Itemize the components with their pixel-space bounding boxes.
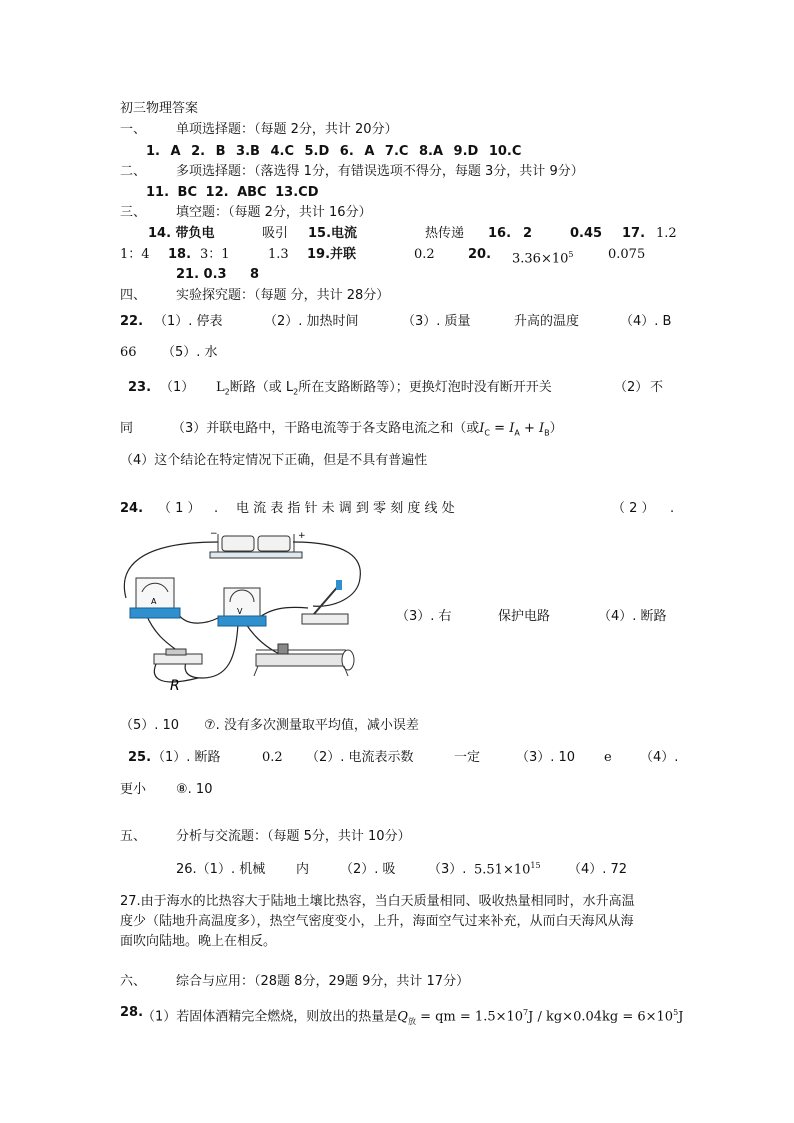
answer-22-1: （1）. 停表 (154, 314, 223, 329)
resistor-icon (154, 649, 202, 694)
answer-14b: 吸引 (262, 226, 289, 241)
circuit-diagram (118, 528, 368, 698)
answer-24-3b: 保护电路 (498, 609, 551, 624)
answer-24-1: 电 流 表 指 针 未 调 到 零 刻 度 线 处 (236, 501, 455, 516)
question-25-number: 25. (128, 750, 152, 765)
voltmeter-label: V (237, 607, 243, 616)
battery-plus-label: + (298, 531, 306, 541)
answer-22-3: （3）. 质量 (402, 314, 471, 329)
voltmeter-icon (218, 588, 266, 626)
answer-26-2: （2）. 吸 (340, 862, 396, 877)
answer-17b: 1：4 (120, 247, 150, 262)
answer-15b: 热传递 (425, 226, 465, 241)
answers-line: 1. A 2. B 3.B 4.C 5.D 6. A 7.C 8.A 9.D 10.C (146, 144, 522, 159)
answer-22-2: （2）. 加热时间 (264, 314, 359, 329)
answer-24-2-label: （ 2 ） (612, 501, 655, 516)
section-heading: 多项选择题：（落选得 1分，有错误选项不得分，每题 3分，共计 9分） (176, 164, 584, 179)
answer-25-1: （1）. 断路 (152, 750, 221, 765)
answer-25-3b: e (604, 750, 612, 765)
answer-25-4b: 更小 (120, 782, 147, 797)
answer-27-line3: 面吹向陆地。晚上在相反。 (120, 934, 277, 949)
ammeter-label: A (151, 597, 157, 606)
answer-27-line1: 27.由于海水的比热容大于陆地土壤比热容，当白天质量相同、吸收热量相同时，水升高温 (120, 894, 635, 909)
answer-22-3b: 升高的温度 (514, 314, 580, 329)
answer-26-1: 26.（1）. 机械 (176, 862, 266, 877)
answer-19a: 0.2 (414, 247, 435, 262)
rheostat-icon (254, 644, 354, 676)
switch-icon (302, 580, 348, 624)
answer-23-3: （3）并联电路中，干路电流等于各支路电流之和（或$I_C = I_A + I_B$） (172, 421, 563, 438)
answer-23-2b: 同 (120, 421, 134, 436)
question-28-number: 28. (120, 1005, 144, 1020)
answer-22-4: （4）. B (620, 314, 672, 329)
answer-16b: 0.45 (570, 226, 603, 241)
answer-22-4b: 66 (120, 345, 137, 360)
answer-25-2: （2）. 电流表示数 (306, 750, 414, 765)
question-24-number: 24. (120, 501, 144, 516)
answer-25-2b: 一定 (454, 750, 481, 765)
section-number: 六、 (120, 974, 147, 989)
answer-20b: 0.075 (608, 247, 646, 262)
answer-25-8: ⑧. 10 (176, 782, 213, 797)
answers-line: 11. BC 12. ABC 13.CD (146, 185, 319, 200)
answer-23-1: $L_2$断路（或 $L_2$所在支路断路等）；更换灯泡时没有断开开关 (216, 380, 552, 397)
answer-24-5: （5）. 10 (120, 718, 180, 733)
resistor-label: R (170, 678, 180, 694)
section-number: 四、 (120, 288, 147, 303)
section-heading: 单项选择题：（每题 2分，共计 20分） (176, 122, 398, 137)
answer-21: 21. 0.3 (176, 267, 227, 282)
answer-27-line2: 度少（陆地升高温度多），热空气密度变小，上升，海面空气过来补充，从而白天海风从海 (120, 914, 634, 929)
section-heading: 分析与交流题：（每题 5分，共计 10分） (176, 829, 411, 844)
answer-26-1b: 内 (296, 862, 310, 877)
battery-minus-label: − (210, 529, 218, 539)
answer-23-2: 不 (650, 380, 664, 395)
answer-17: 17. (622, 226, 646, 241)
answer-24-3: （3）. 右 (396, 609, 452, 624)
section-heading: 填空题：（每题 2分，共计 16分） (176, 205, 372, 220)
answer-18b: 1.3 (268, 247, 289, 262)
answer-20: 20. (468, 247, 492, 262)
section-heading: 综合与应用：（28题 8分，29题 9分，共计 17分） (176, 974, 470, 989)
answer-17a: 1.2 (656, 226, 677, 241)
battery-icon (210, 529, 306, 558)
answer-16a: 2 (523, 226, 533, 241)
answer-15: 15.电流 (308, 226, 358, 241)
answer-21b: 8 (250, 267, 260, 282)
answer-26-3b: $5.51\times 10^{15}$ (474, 861, 541, 878)
answer-23-1-label: （1） (160, 380, 195, 395)
ammeter-icon (130, 578, 180, 618)
answer-25-4: （4）. (640, 750, 679, 765)
answer-18: 18. (168, 247, 192, 262)
section-number: 一、 (120, 122, 147, 137)
question-22-number: 22. (120, 314, 144, 329)
answer-20a: $3.36\times 10^5$ (512, 250, 574, 267)
answer-25-1b: 0.2 (262, 750, 283, 765)
answer-24-7: ⑦. 没有多次测量取平均值，减小误差 (204, 718, 419, 733)
answer-24-1-dot: . (214, 501, 219, 516)
answer-22-5: （5）. 水 (162, 345, 218, 360)
answer-26-4: （4）. 72 (568, 862, 628, 877)
answer-19: 19.并联 (307, 247, 357, 262)
answer-24-1-label: （ 1 ） (158, 501, 201, 516)
page-title: 初三物理答案 (120, 101, 199, 116)
answer-24-4: （4）. 断路 (598, 609, 667, 624)
answer-26-3: （3）. (428, 862, 467, 877)
section-number: 二、 (120, 164, 147, 179)
section-number: 五、 (120, 829, 147, 844)
section-heading: 实验探究题：（每题 分，共计 28分） (176, 288, 390, 303)
answer-18a: 3：1 (200, 247, 230, 262)
answer-25-3: （3）. 10 (516, 750, 576, 765)
answer-23-4: （4）这个结论在特定情况下正确，但是不具有普遍性 (120, 453, 428, 468)
section-number: 三、 (120, 205, 147, 220)
answer-24-2-dot: . (670, 501, 675, 516)
answer-14: 14. 带负电 (148, 226, 215, 241)
answer-16: 16. (488, 226, 512, 241)
answer-28-1: （1）若固体酒精完全燃烧，则放出的热量是$Q_放$ = qm = $1.5\times 10^7J / kg\times 0.04kg = 6\times 10^5J$ (142, 1008, 684, 1026)
answer-23-2-label: （2） (614, 380, 649, 395)
question-23-number: 23. (128, 380, 152, 395)
